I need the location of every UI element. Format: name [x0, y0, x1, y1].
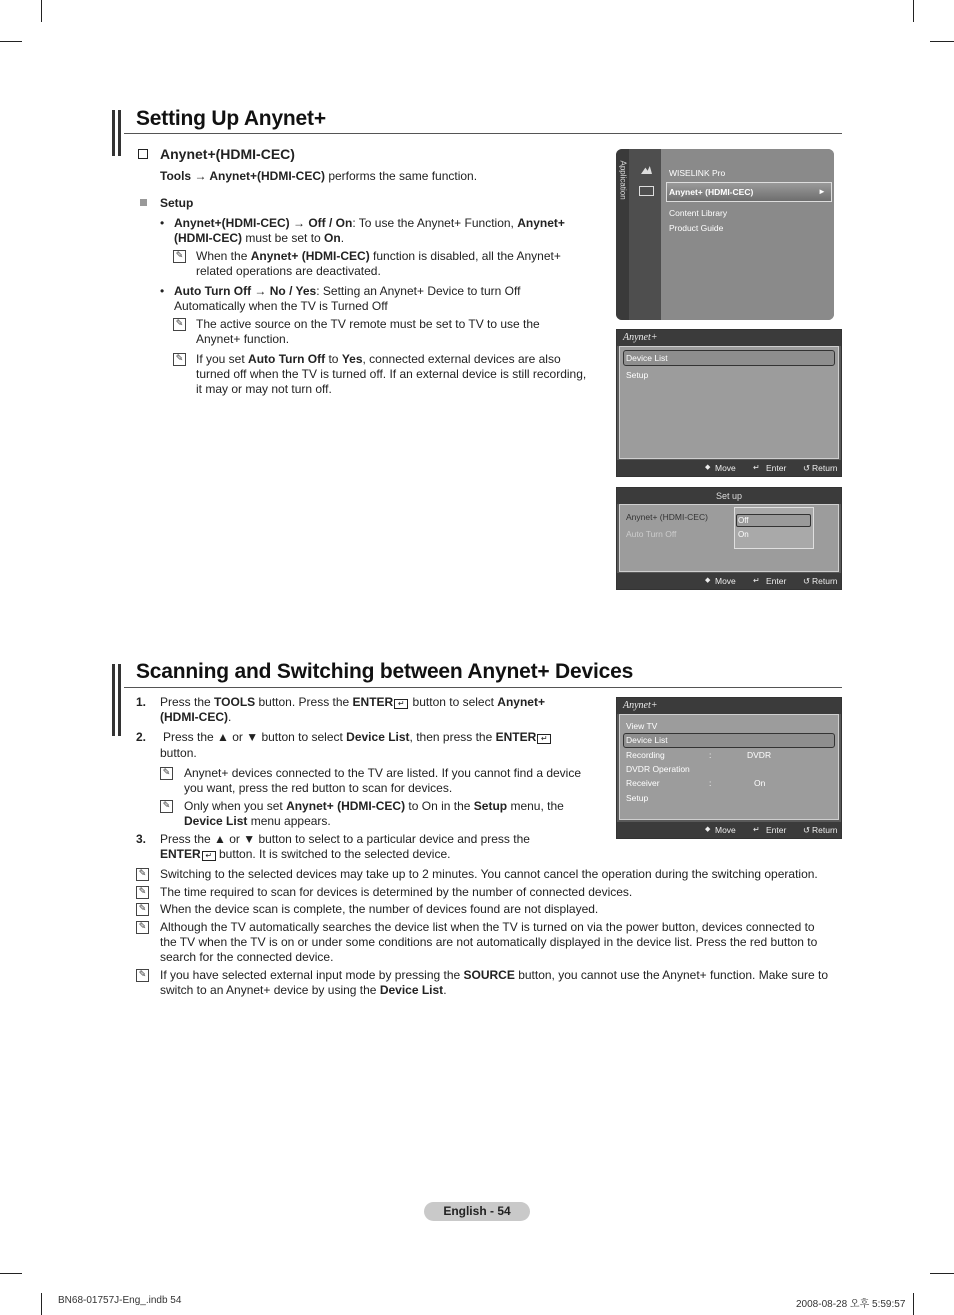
- recording-colon: :: [709, 750, 712, 760]
- note-4-b: you want, press the red button to scan for devices.: [184, 781, 453, 795]
- general-note-4-c: search for the connected device.: [160, 950, 334, 964]
- step-3-c: button. It is switched to the selected device.: [215, 847, 451, 861]
- subheading: Anynet+(HDMI-CEC): [160, 146, 295, 162]
- note-icon: ✎: [160, 767, 173, 780]
- step-number: 3.: [136, 832, 147, 846]
- note-1: [196, 249, 596, 279]
- crop-mark: [41, 0, 42, 22]
- screen-setup: [616, 487, 842, 590]
- note-4-a: Anynet+ devices connected to the TV are listed. If you cannot find a device: [184, 766, 582, 780]
- anynet-logo: Anynet+: [623, 700, 658, 711]
- menu-item-wiselink[interactable]: WISELINK Pro: [669, 168, 726, 178]
- enter-key-icon: ↵: [394, 699, 408, 709]
- note-icon: ✎: [136, 886, 149, 899]
- move-icon: ◆: [705, 826, 711, 833]
- note-3-e: , connected external devices are also: [362, 352, 561, 366]
- enter-key-icon: ↵: [202, 851, 216, 861]
- enter-icon: ↵: [753, 825, 760, 834]
- note-1-a: When the: [196, 249, 251, 263]
- screen-header: [617, 698, 841, 714]
- move-label: Move: [715, 576, 736, 586]
- crop-mark: [0, 41, 22, 42]
- menu-item-device-list[interactable]: Device List: [626, 735, 668, 745]
- move-icon: ◆: [705, 464, 711, 471]
- crop-mark: [930, 41, 954, 42]
- enter-label: Enter: [766, 825, 787, 835]
- note-icon: ✎: [136, 868, 149, 881]
- step-3: [160, 832, 600, 862]
- screen-icon-column: [629, 149, 661, 320]
- enter-icon: ↵: [753, 463, 760, 472]
- tv-icon: [639, 186, 654, 196]
- note-5-g: menu appears.: [247, 814, 331, 828]
- return-icon: ↺: [803, 576, 811, 586]
- bullet-auto-off-desc2: Automatically when the TV is Turned Off: [174, 299, 388, 313]
- note-3-c: to: [325, 352, 342, 366]
- screen-title: Set up: [715, 491, 743, 501]
- menu-item-product-guide[interactable]: Product Guide: [669, 223, 724, 233]
- note-3-g: it may or may not turn off.: [196, 382, 332, 396]
- step-number: 2.: [136, 730, 147, 744]
- return-icon: ↺: [803, 463, 811, 473]
- receiver-colon: :: [709, 778, 712, 788]
- crop-mark: [930, 1273, 954, 1274]
- tools-path: Tools → Anynet+(HDMI-CEC): [160, 169, 325, 183]
- step-2-b: Device List: [346, 730, 410, 744]
- step-3-b: ENTER: [160, 847, 201, 861]
- general-note-4-a: Although the TV automatically searches the device list when the TV is turned on via the power button, devices connected to: [160, 920, 815, 934]
- return-label: Return: [812, 576, 838, 586]
- receiver-value: On: [754, 778, 766, 788]
- bullet-anynet-desc: : To use the Anynet+ Function,: [352, 216, 518, 230]
- general-note-5-c: button, you cannot use the Anynet+ function. Make sure to: [514, 968, 829, 982]
- screen-footer: [617, 460, 841, 476]
- step-2-a: Press the ▲ or ▼ button to select: [163, 730, 347, 744]
- recording-value: DVDR: [747, 750, 772, 760]
- note-1-c: function is disabled, all the Anynet+: [369, 249, 561, 263]
- step-2-c: , then press the: [409, 730, 496, 744]
- note-1-b: Anynet+ (HDMI-CEC): [250, 249, 370, 263]
- screen-footer: [617, 822, 841, 838]
- menu-item-setup[interactable]: Setup: [626, 793, 649, 803]
- arrow-right-icon: ►: [818, 187, 826, 196]
- note-icon: ✎: [173, 318, 186, 331]
- general-note-4-b: the TV when the TV is on or under some conditions are not automatically displayed in the device list. Press the red button to: [160, 935, 818, 949]
- note-icon: ✎: [136, 903, 149, 916]
- bullet-auto-off-key: Auto Turn Off → No / Yes: [174, 284, 317, 298]
- step-1-a: Press the: [160, 695, 215, 709]
- note-icon: ✎: [136, 921, 149, 934]
- move-icon: ◆: [705, 577, 711, 584]
- section-rule: [124, 133, 842, 134]
- step-1: Press the TOOLS button. Press the ENTER ↵ button to select Anynet+ (HDMI-CEC).: [160, 695, 545, 724]
- section-bar: [112, 664, 115, 736]
- note-3-b: Auto Turn Off: [248, 352, 326, 366]
- note-3-a: If you set: [196, 352, 249, 366]
- note-2-b: Anynet+ function.: [196, 332, 290, 346]
- tools-rest: performs the same function.: [325, 169, 478, 183]
- bullet-anynet: Anynet+(HDMI-CEC) → Off / On: To use the Anynet+ Function, Anynet+ (HDMI-CEC) must be set to On.: [174, 216, 565, 245]
- enter-label: Enter: [766, 463, 787, 473]
- bullet-anynet-on: On: [324, 231, 341, 245]
- note-icon: ✎: [173, 250, 186, 263]
- step-number: 1.: [136, 695, 147, 709]
- general-note-4: [160, 920, 850, 965]
- step-1-f: Anynet+: [497, 695, 545, 709]
- return-icon: ↺: [803, 825, 811, 835]
- square-bullet-icon: [140, 199, 147, 206]
- general-note-5-e: Device List: [379, 983, 444, 997]
- screen-footer: [617, 573, 841, 589]
- screen-anynet-device-menu: [616, 697, 842, 839]
- bullet-anynet-bold2: (HDMI-CEC): [174, 231, 242, 245]
- option-off[interactable]: Off: [738, 516, 749, 525]
- general-note-5-b: SOURCE: [463, 968, 515, 982]
- menu-item-setup[interactable]: Setup: [626, 370, 649, 380]
- general-note-5-a: If you have selected external input mode by pressing the: [160, 968, 464, 982]
- general-note-5-d: switch to an Anynet+ device by using the: [160, 983, 380, 997]
- menu-item-dvdr-operation[interactable]: DVDR Operation: [626, 764, 690, 774]
- step-2-tail: button.: [160, 746, 197, 760]
- general-note-3: When the device scan is complete, the number of devices found are not displayed.: [160, 902, 599, 916]
- screen-header: [617, 488, 841, 504]
- note-5-e: menu, the: [507, 799, 564, 813]
- return-label: Return: [812, 825, 838, 835]
- setup-row-anynet[interactable]: Anynet+ (HDMI-CEC): [626, 512, 708, 522]
- bullet-dot: •: [160, 284, 165, 298]
- move-label: Move: [715, 463, 736, 473]
- menu-item-device-list[interactable]: Device List: [626, 353, 668, 363]
- note-5-d: Setup: [473, 799, 508, 813]
- note-3-d: Yes: [341, 352, 363, 366]
- section-title: Setting Up Anynet+: [136, 107, 326, 130]
- print-file-info: BN68-01757J-Eng_.indb 54: [58, 1295, 182, 1306]
- move-label: Move: [715, 825, 736, 835]
- note-icon: ✎: [173, 353, 186, 366]
- setup-label: Setup: [160, 196, 194, 210]
- step-2-d: ENTER: [495, 730, 537, 744]
- enter-label: Enter: [766, 576, 787, 586]
- crop-mark: [913, 1293, 914, 1315]
- menu-item-recording[interactable]: Recording: [626, 750, 665, 760]
- section-title: Scanning and Switching between Anynet+ Devices: [136, 660, 634, 683]
- setup-row-auto-turn-off[interactable]: Auto Turn Off: [626, 529, 677, 539]
- general-note-1: Switching to the selected devices may take up to 2 minutes. You cannot cancel the operation during the switching operation.: [160, 867, 818, 881]
- bullet-anynet-bold: Anynet+: [517, 216, 565, 230]
- screen-anynet-menu: [616, 329, 842, 477]
- note-5-a: Only when you set: [184, 799, 287, 813]
- section-bar: [112, 110, 115, 156]
- note-5-b: Anynet+ (HDMI-CEC): [286, 799, 406, 813]
- enter-key-icon: ↵: [537, 734, 551, 744]
- bullet-anynet-key: Anynet+(HDMI-CEC) → Off / On: [174, 216, 353, 230]
- menu-item-receiver[interactable]: Receiver: [626, 778, 660, 788]
- section-bar: [118, 664, 121, 736]
- section-rule: [124, 687, 842, 688]
- note-4: [184, 766, 604, 796]
- step-1-c: button. Press the: [255, 695, 353, 709]
- screen-header: [617, 330, 841, 346]
- menu-item-content-library[interactable]: Content Library: [669, 208, 728, 218]
- screen-application: [616, 149, 834, 320]
- enter-icon: ↵: [753, 576, 760, 585]
- option-on[interactable]: On: [738, 530, 749, 539]
- step-1-d: ENTER: [352, 695, 394, 709]
- general-note-5: If you have selected external input mode by pressing the SOURCE button, you cannot use the Anynet+ function. Make sure to switch to an Anynet+ device by using the Device List.: [160, 968, 829, 997]
- step-1-b: TOOLS: [214, 695, 256, 709]
- note-5-f: Device List: [184, 814, 248, 828]
- step-3-a: Press the ▲ or ▼ button to select to a particular device and press the: [160, 832, 530, 846]
- note-icon: ✎: [136, 969, 149, 982]
- return-label: Return: [812, 463, 838, 473]
- note-5-c: to On in the: [405, 799, 474, 813]
- note-2-a: The active source on the TV remote must be set to TV to use the: [196, 317, 540, 331]
- note-5: [184, 799, 604, 829]
- bullet-auto-off: [174, 284, 594, 314]
- note-3: [196, 352, 596, 397]
- menu-item-anynet[interactable]: Anynet+ (HDMI-CEC): [669, 187, 754, 197]
- step-1-e: button to select: [409, 695, 498, 709]
- bullet-anynet-desc2: must be set to: [242, 231, 325, 245]
- page-number: English - 54: [424, 1202, 530, 1221]
- checkbox-icon: [138, 149, 148, 159]
- general-note-2: The time required to scan for devices is determined by the number of connected devices.: [160, 885, 633, 899]
- anynet-logo: Anynet+: [623, 332, 658, 343]
- section-bar: [118, 110, 121, 156]
- tools-line: [160, 169, 477, 184]
- bullet-dot: •: [160, 216, 165, 230]
- crop-mark: [0, 1273, 22, 1274]
- note-icon: ✎: [160, 800, 173, 813]
- step-1-g: (HDMI-CEC): [160, 710, 228, 724]
- note-1-d: related operations are deactivated.: [196, 264, 381, 278]
- crop-mark: [41, 1293, 42, 1315]
- print-date-info: 2008-08-28 오후 5:59:57: [796, 1299, 906, 1310]
- note-2: [196, 317, 596, 347]
- menu-item-view-tv[interactable]: View TV: [626, 721, 658, 731]
- side-label: Application: [618, 160, 628, 200]
- note-3-f: turned off when the TV is turned off. If an external device is still recording,: [196, 367, 587, 381]
- step-2: [163, 730, 603, 745]
- crop-mark: [913, 0, 914, 22]
- bullet-auto-off-desc: : Setting an Anynet+ Device to turn Off: [316, 284, 521, 298]
